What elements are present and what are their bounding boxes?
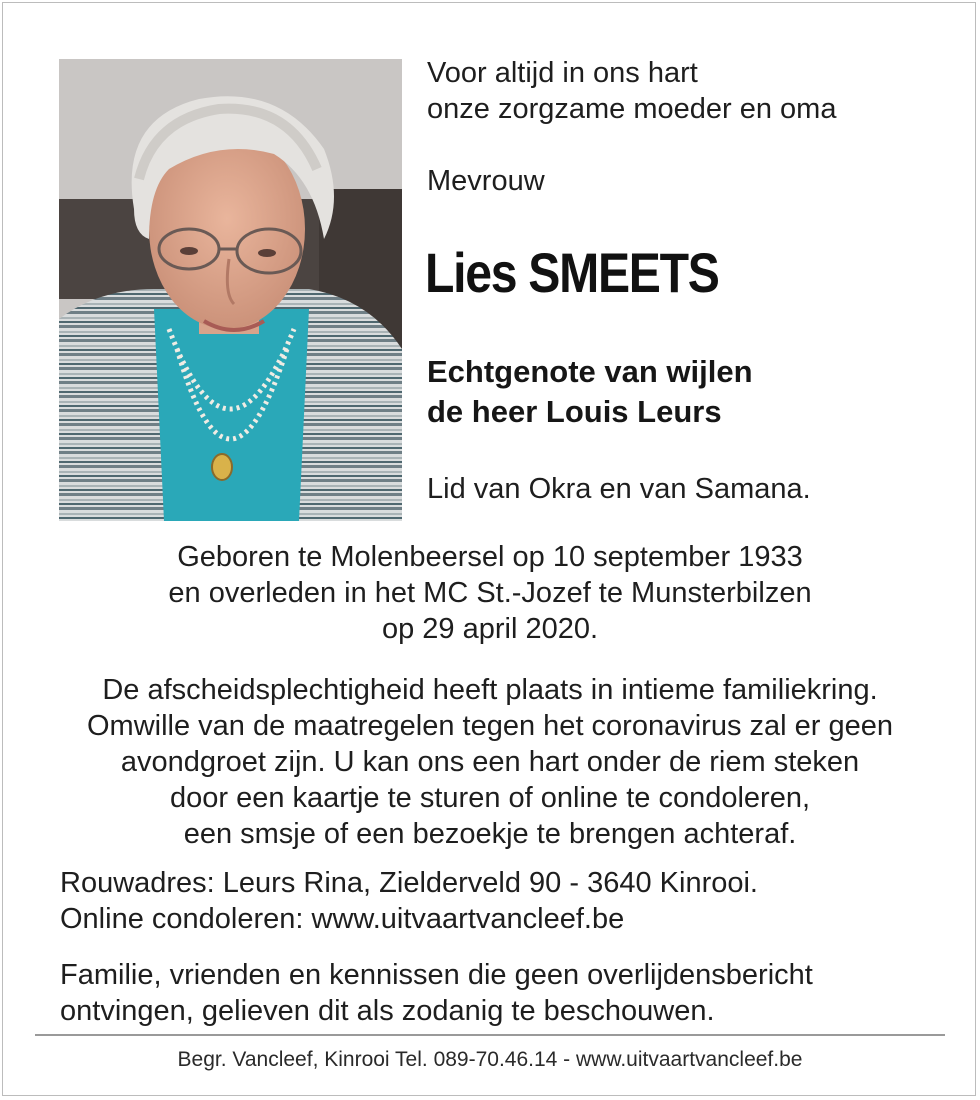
portrait-photo xyxy=(59,59,402,521)
honorific: Mevrouw xyxy=(427,165,545,197)
mourning-address: Rouwadres: Leurs Rina, Zielderveld 90 - 3640 Kinrooi. xyxy=(60,867,758,899)
funeral-home-footer: Begr. Vancleef, Kinrooi Tel. 089-70.46.14 - www.uitvaartvancleef.be xyxy=(177,1048,803,1071)
ceremony-line: Omwille van de maatregelen tegen het coronavirus zal er geen xyxy=(86,710,893,742)
online-condolence: Online condoleren: www.uitvaartvancleef.be xyxy=(60,903,625,935)
birth-death-line: Geboren te Molenbeersel op 10 september 1933 xyxy=(177,541,803,573)
header-line-2: onze zorgzame moeder en oma xyxy=(427,93,837,125)
header-lines xyxy=(427,55,947,127)
family-note-line: ontvingen, gelieven dit als zodanig te beschouwen. xyxy=(60,995,715,1027)
membership-text: Lid van Okra en van Samana. xyxy=(427,473,811,505)
footer-divider xyxy=(35,1034,945,1036)
deceased-name: Lies SMEETS xyxy=(425,241,719,304)
family-note-line: Familie, vrienden en kennissen die geen overlijdensbericht xyxy=(60,959,813,991)
ceremony-line: De afscheidsplechtigheid heeft plaats in intieme familiekring. xyxy=(102,674,878,706)
birth-death-line: en overleden in het MC St.-Jozef te Munsterbilzen xyxy=(168,577,812,609)
family-note-block xyxy=(60,957,960,1029)
contact-block xyxy=(60,865,960,937)
ceremony-block xyxy=(0,672,980,852)
ceremony-line: een smsje of een bezoekje te brengen achteraf. xyxy=(183,818,797,850)
ceremony-line: door een kaartje te sturen of online te condoleren, xyxy=(169,782,811,814)
spouse-line-1: Echtgenote van wijlen xyxy=(427,354,753,389)
ceremony-line: avondgroet zijn. U kan ons een hart onder de riem steken xyxy=(120,746,860,778)
spouse-info xyxy=(427,352,753,432)
birth-death-line: op 29 april 2020. xyxy=(381,613,599,645)
header-line-1: Voor altijd in ons hart xyxy=(427,57,698,89)
birth-death-block xyxy=(0,539,980,647)
spouse-line-2: de heer Louis Leurs xyxy=(427,394,722,429)
